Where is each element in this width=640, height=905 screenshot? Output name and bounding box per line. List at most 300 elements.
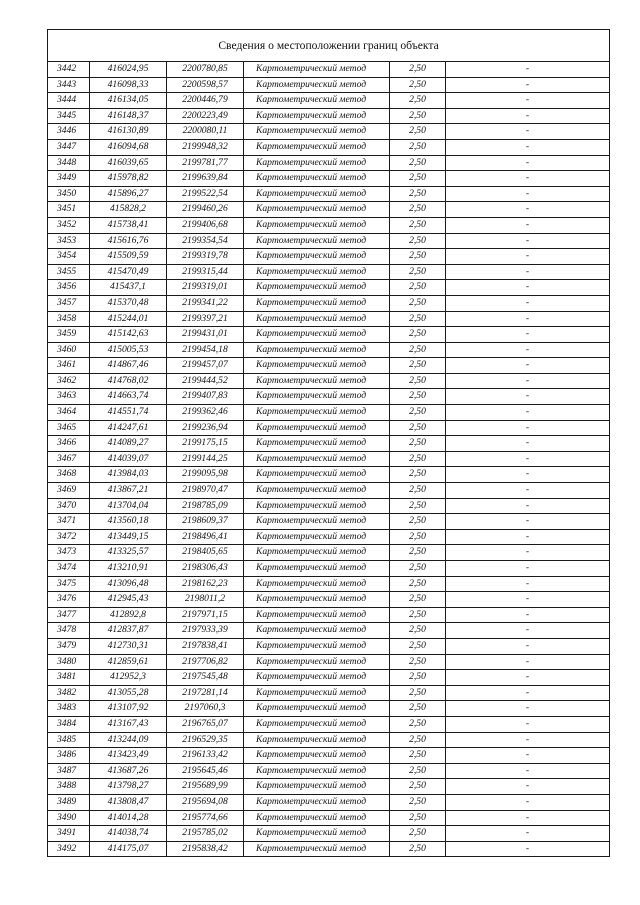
method: Картометрический метод xyxy=(244,373,390,389)
table-row xyxy=(48,607,610,623)
coordinate-y: 2200780,85 xyxy=(167,62,244,78)
point-number: 3454 xyxy=(48,249,90,265)
accuracy: 2,50 xyxy=(390,576,446,592)
coordinate-y: 2199639,84 xyxy=(167,171,244,187)
accuracy: 2,50 xyxy=(390,264,446,280)
accuracy: 2,50 xyxy=(390,514,446,530)
accuracy: 2,50 xyxy=(390,545,446,561)
point-number: 3475 xyxy=(48,576,90,592)
table-title: Сведения о местоположении границ объекта xyxy=(48,30,610,62)
note: - xyxy=(446,701,610,717)
point-number: 3480 xyxy=(48,654,90,670)
method: Картометрический метод xyxy=(244,841,390,857)
accuracy: 2,50 xyxy=(390,280,446,296)
note: - xyxy=(446,561,610,577)
coordinate-x: 415244,01 xyxy=(90,311,167,327)
point-number: 3481 xyxy=(48,670,90,686)
table-row xyxy=(48,217,610,233)
coordinate-y: 2199781,77 xyxy=(167,155,244,171)
accuracy: 2,50 xyxy=(390,592,446,608)
table-row xyxy=(48,139,610,155)
coordinate-y: 2195694,08 xyxy=(167,794,244,810)
note: - xyxy=(446,748,610,764)
table-row xyxy=(48,794,610,810)
method: Картометрический метод xyxy=(244,638,390,654)
note: - xyxy=(446,373,610,389)
point-number: 3491 xyxy=(48,826,90,842)
method: Картометрический метод xyxy=(244,405,390,421)
note: - xyxy=(446,514,610,530)
table-row xyxy=(48,280,610,296)
coordinate-x: 416130,89 xyxy=(90,124,167,140)
note: - xyxy=(446,186,610,202)
coordinate-y: 2199362,46 xyxy=(167,405,244,421)
table-row xyxy=(48,295,610,311)
coordinate-x: 415370,48 xyxy=(90,295,167,311)
point-number: 3445 xyxy=(48,108,90,124)
note: - xyxy=(446,498,610,514)
accuracy: 2,50 xyxy=(390,748,446,764)
accuracy: 2,50 xyxy=(390,295,446,311)
coordinate-y: 2195785,02 xyxy=(167,826,244,842)
coordinate-y: 2199144,25 xyxy=(167,451,244,467)
point-number: 3489 xyxy=(48,794,90,810)
table-row xyxy=(48,654,610,670)
accuracy: 2,50 xyxy=(390,373,446,389)
table-row xyxy=(48,124,610,140)
accuracy: 2,50 xyxy=(390,732,446,748)
accuracy: 2,50 xyxy=(390,311,446,327)
coordinate-x: 412837,87 xyxy=(90,623,167,639)
method: Картометрический метод xyxy=(244,155,390,171)
table-row xyxy=(48,841,610,857)
accuracy: 2,50 xyxy=(390,467,446,483)
point-number: 3449 xyxy=(48,171,90,187)
accuracy: 2,50 xyxy=(390,420,446,436)
accuracy: 2,50 xyxy=(390,498,446,514)
method: Картометрический метод xyxy=(244,186,390,202)
note: - xyxy=(446,794,610,810)
point-number: 3479 xyxy=(48,638,90,654)
note: - xyxy=(446,420,610,436)
coordinate-y: 2198011,2 xyxy=(167,592,244,608)
coordinate-x: 413055,28 xyxy=(90,685,167,701)
note: - xyxy=(446,295,610,311)
table-row xyxy=(48,763,610,779)
accuracy: 2,50 xyxy=(390,654,446,670)
coordinate-x: 414089,27 xyxy=(90,436,167,452)
accuracy: 2,50 xyxy=(390,701,446,717)
note: - xyxy=(446,233,610,249)
table-row xyxy=(48,514,610,530)
accuracy: 2,50 xyxy=(390,436,446,452)
coordinate-y: 2196529,35 xyxy=(167,732,244,748)
coordinate-y: 2199444,52 xyxy=(167,373,244,389)
method: Картометрический метод xyxy=(244,233,390,249)
coordinate-y: 2197933,39 xyxy=(167,623,244,639)
note: - xyxy=(446,217,610,233)
accuracy: 2,50 xyxy=(390,607,446,623)
coordinate-x: 415005,53 xyxy=(90,342,167,358)
table-row xyxy=(48,670,610,686)
accuracy: 2,50 xyxy=(390,217,446,233)
note: - xyxy=(446,155,610,171)
note: - xyxy=(446,451,610,467)
coordinate-x: 416148,37 xyxy=(90,108,167,124)
note: - xyxy=(446,607,610,623)
method: Картометрический метод xyxy=(244,810,390,826)
note: - xyxy=(446,108,610,124)
method: Картометрический метод xyxy=(244,108,390,124)
coordinate-x: 414247,61 xyxy=(90,420,167,436)
accuracy: 2,50 xyxy=(390,451,446,467)
coordinate-x: 416134,05 xyxy=(90,93,167,109)
accuracy: 2,50 xyxy=(390,171,446,187)
accuracy: 2,50 xyxy=(390,186,446,202)
coordinate-x: 415978,82 xyxy=(90,171,167,187)
accuracy: 2,50 xyxy=(390,561,446,577)
method: Картометрический метод xyxy=(244,826,390,842)
point-number: 3456 xyxy=(48,280,90,296)
note: - xyxy=(446,62,610,78)
note: - xyxy=(446,483,610,499)
point-number: 3457 xyxy=(48,295,90,311)
method: Картометрический метод xyxy=(244,202,390,218)
coordinate-y: 2197706,82 xyxy=(167,654,244,670)
method: Картометрический метод xyxy=(244,280,390,296)
coordinate-x: 415828,2 xyxy=(90,202,167,218)
document-page xyxy=(47,29,609,857)
table-row xyxy=(48,405,610,421)
table-row xyxy=(48,311,610,327)
coordinate-x: 412730,31 xyxy=(90,638,167,654)
point-number: 3484 xyxy=(48,716,90,732)
coordinate-x: 413560,18 xyxy=(90,514,167,530)
point-number: 3442 xyxy=(48,62,90,78)
note: - xyxy=(446,342,610,358)
table-row xyxy=(48,77,610,93)
accuracy: 2,50 xyxy=(390,638,446,654)
coordinate-y: 2198162,23 xyxy=(167,576,244,592)
point-number: 3471 xyxy=(48,514,90,530)
coordinate-y: 2198970,47 xyxy=(167,483,244,499)
coordinate-x: 413167,43 xyxy=(90,716,167,732)
coordinate-y: 2199454,18 xyxy=(167,342,244,358)
method: Картометрический метод xyxy=(244,685,390,701)
coordinate-x: 413808,47 xyxy=(90,794,167,810)
point-number: 3486 xyxy=(48,748,90,764)
coordinate-y: 2195774,66 xyxy=(167,810,244,826)
note: - xyxy=(446,654,610,670)
coordinate-y: 2200223,49 xyxy=(167,108,244,124)
point-number: 3459 xyxy=(48,327,90,343)
coordinate-y: 2200446,79 xyxy=(167,93,244,109)
point-number: 3443 xyxy=(48,77,90,93)
accuracy: 2,50 xyxy=(390,155,446,171)
table-row xyxy=(48,561,610,577)
method: Картометрический метод xyxy=(244,763,390,779)
note: - xyxy=(446,670,610,686)
method: Картометрический метод xyxy=(244,607,390,623)
coordinate-y: 2199397,21 xyxy=(167,311,244,327)
coordinate-y: 2199407,83 xyxy=(167,389,244,405)
accuracy: 2,50 xyxy=(390,841,446,857)
coordinate-y: 2199431,01 xyxy=(167,327,244,343)
coordinate-y: 2199522,54 xyxy=(167,186,244,202)
coordinate-y: 2197281,14 xyxy=(167,685,244,701)
coordinate-y: 2199354,54 xyxy=(167,233,244,249)
table-row xyxy=(48,638,610,654)
point-number: 3476 xyxy=(48,592,90,608)
accuracy: 2,50 xyxy=(390,77,446,93)
accuracy: 2,50 xyxy=(390,763,446,779)
method: Картометрический метод xyxy=(244,514,390,530)
method: Картометрический метод xyxy=(244,327,390,343)
coordinate-y: 2198405,65 xyxy=(167,545,244,561)
note: - xyxy=(446,810,610,826)
coordinate-x: 415437,1 xyxy=(90,280,167,296)
note: - xyxy=(446,623,610,639)
method: Картометрический метод xyxy=(244,171,390,187)
accuracy: 2,50 xyxy=(390,779,446,795)
method: Картометрический метод xyxy=(244,561,390,577)
accuracy: 2,50 xyxy=(390,108,446,124)
table-body xyxy=(48,62,610,857)
table-row xyxy=(48,420,610,436)
note: - xyxy=(446,685,610,701)
coordinate-x: 415509,59 xyxy=(90,249,167,265)
table-row xyxy=(48,748,610,764)
point-number: 3458 xyxy=(48,311,90,327)
coordinate-y: 2198609,37 xyxy=(167,514,244,530)
coordinate-x: 413244,09 xyxy=(90,732,167,748)
table-row xyxy=(48,451,610,467)
coordinate-x: 414014,28 xyxy=(90,810,167,826)
method: Картометрический метод xyxy=(244,124,390,140)
coordinate-x: 414175,07 xyxy=(90,841,167,857)
point-number: 3451 xyxy=(48,202,90,218)
note: - xyxy=(446,124,610,140)
note: - xyxy=(446,77,610,93)
accuracy: 2,50 xyxy=(390,716,446,732)
note: - xyxy=(446,779,610,795)
table-row xyxy=(48,779,610,795)
table-row xyxy=(48,108,610,124)
accuracy: 2,50 xyxy=(390,358,446,374)
coordinate-x: 415738,41 xyxy=(90,217,167,233)
method: Картометрический метод xyxy=(244,451,390,467)
table-row xyxy=(48,576,610,592)
method: Картометрический метод xyxy=(244,654,390,670)
coordinate-y: 2199319,78 xyxy=(167,249,244,265)
coordinate-x: 413704,04 xyxy=(90,498,167,514)
coordinate-x: 413798,27 xyxy=(90,779,167,795)
coordinate-x: 413687,26 xyxy=(90,763,167,779)
note: - xyxy=(446,264,610,280)
accuracy: 2,50 xyxy=(390,124,446,140)
accuracy: 2,50 xyxy=(390,93,446,109)
coordinate-x: 413449,15 xyxy=(90,529,167,545)
table-row xyxy=(48,716,610,732)
coordinate-y: 2199319,01 xyxy=(167,280,244,296)
point-number: 3482 xyxy=(48,685,90,701)
coordinate-y: 2200080,11 xyxy=(167,124,244,140)
coordinate-y: 2199457,07 xyxy=(167,358,244,374)
method: Картометрический метод xyxy=(244,295,390,311)
method: Картометрический метод xyxy=(244,529,390,545)
coordinate-y: 2199341,22 xyxy=(167,295,244,311)
coordinate-y: 2199948,32 xyxy=(167,139,244,155)
boundary-points-table xyxy=(47,29,610,857)
point-number: 3455 xyxy=(48,264,90,280)
coordinate-x: 415896,27 xyxy=(90,186,167,202)
point-number: 3462 xyxy=(48,373,90,389)
coordinate-x: 414768,02 xyxy=(90,373,167,389)
method: Картометрический метод xyxy=(244,498,390,514)
method: Картометрический метод xyxy=(244,93,390,109)
point-number: 3469 xyxy=(48,483,90,499)
coordinate-y: 2199406,68 xyxy=(167,217,244,233)
method: Картометрический метод xyxy=(244,389,390,405)
method: Картометрический метод xyxy=(244,483,390,499)
coordinate-x: 414038,74 xyxy=(90,826,167,842)
table-row xyxy=(48,810,610,826)
coordinate-y: 2197060,3 xyxy=(167,701,244,717)
coordinate-x: 413867,21 xyxy=(90,483,167,499)
table-row xyxy=(48,389,610,405)
point-number: 3466 xyxy=(48,436,90,452)
table-row xyxy=(48,732,610,748)
point-number: 3488 xyxy=(48,779,90,795)
table-row xyxy=(48,233,610,249)
method: Картометрический метод xyxy=(244,701,390,717)
accuracy: 2,50 xyxy=(390,389,446,405)
coordinate-y: 2196765,07 xyxy=(167,716,244,732)
coordinate-x: 412952,3 xyxy=(90,670,167,686)
coordinate-y: 2199236,94 xyxy=(167,420,244,436)
method: Картометрический метод xyxy=(244,592,390,608)
coordinate-x: 416039,65 xyxy=(90,155,167,171)
note: - xyxy=(446,202,610,218)
point-number: 3490 xyxy=(48,810,90,826)
method: Картометрический метод xyxy=(244,264,390,280)
table-row xyxy=(48,545,610,561)
table-row xyxy=(48,202,610,218)
coordinate-x: 415142,63 xyxy=(90,327,167,343)
method: Картометрический метод xyxy=(244,342,390,358)
note: - xyxy=(446,716,610,732)
method: Картометрический метод xyxy=(244,139,390,155)
table-row xyxy=(48,62,610,78)
coordinate-x: 413325,57 xyxy=(90,545,167,561)
point-number: 3492 xyxy=(48,841,90,857)
coordinate-y: 2197971,15 xyxy=(167,607,244,623)
note: - xyxy=(446,763,610,779)
method: Картометрический метод xyxy=(244,420,390,436)
point-number: 3485 xyxy=(48,732,90,748)
table-row xyxy=(48,701,610,717)
note: - xyxy=(446,358,610,374)
point-number: 3452 xyxy=(48,217,90,233)
accuracy: 2,50 xyxy=(390,826,446,842)
table-row xyxy=(48,358,610,374)
point-number: 3478 xyxy=(48,623,90,639)
coordinate-x: 413107,92 xyxy=(90,701,167,717)
method: Картометрический метод xyxy=(244,467,390,483)
method: Картометрический метод xyxy=(244,311,390,327)
table-row xyxy=(48,623,610,639)
note: - xyxy=(446,405,610,421)
note: - xyxy=(446,311,610,327)
note: - xyxy=(446,389,610,405)
accuracy: 2,50 xyxy=(390,405,446,421)
coordinate-x: 416094,68 xyxy=(90,139,167,155)
method: Картометрический метод xyxy=(244,249,390,265)
coordinate-x: 413984,03 xyxy=(90,467,167,483)
coordinate-y: 2197545,48 xyxy=(167,670,244,686)
table-row xyxy=(48,685,610,701)
coordinate-y: 2198306,43 xyxy=(167,561,244,577)
table-row xyxy=(48,498,610,514)
coordinate-x: 412859,61 xyxy=(90,654,167,670)
coordinate-y: 2195838,42 xyxy=(167,841,244,857)
table-row xyxy=(48,249,610,265)
coordinate-y: 2199460,26 xyxy=(167,202,244,218)
method: Картометрический метод xyxy=(244,436,390,452)
table-row xyxy=(48,155,610,171)
point-number: 3461 xyxy=(48,358,90,374)
method: Картометрический метод xyxy=(244,794,390,810)
coordinate-y: 2200598,57 xyxy=(167,77,244,93)
table-row xyxy=(48,529,610,545)
coordinate-y: 2199315,44 xyxy=(167,264,244,280)
table-row xyxy=(48,186,610,202)
coordinate-x: 414663,74 xyxy=(90,389,167,405)
table-row xyxy=(48,826,610,842)
accuracy: 2,50 xyxy=(390,623,446,639)
table-title-row xyxy=(48,30,610,62)
method: Картометрический метод xyxy=(244,732,390,748)
coordinate-x: 412945,43 xyxy=(90,592,167,608)
method: Картометрический метод xyxy=(244,779,390,795)
point-number: 3477 xyxy=(48,607,90,623)
table-row xyxy=(48,373,610,389)
method: Картометрический метод xyxy=(244,62,390,78)
note: - xyxy=(446,545,610,561)
accuracy: 2,50 xyxy=(390,529,446,545)
point-number: 3464 xyxy=(48,405,90,421)
note: - xyxy=(446,576,610,592)
method: Картометрический метод xyxy=(244,670,390,686)
table-row xyxy=(48,436,610,452)
point-number: 3483 xyxy=(48,701,90,717)
note: - xyxy=(446,139,610,155)
note: - xyxy=(446,249,610,265)
coordinate-x: 415616,76 xyxy=(90,233,167,249)
accuracy: 2,50 xyxy=(390,794,446,810)
accuracy: 2,50 xyxy=(390,670,446,686)
method: Картометрический метод xyxy=(244,748,390,764)
note: - xyxy=(446,638,610,654)
table-row xyxy=(48,467,610,483)
table-row xyxy=(48,483,610,499)
note: - xyxy=(446,171,610,187)
point-number: 3474 xyxy=(48,561,90,577)
point-number: 3487 xyxy=(48,763,90,779)
point-number: 3460 xyxy=(48,342,90,358)
accuracy: 2,50 xyxy=(390,249,446,265)
point-number: 3447 xyxy=(48,139,90,155)
